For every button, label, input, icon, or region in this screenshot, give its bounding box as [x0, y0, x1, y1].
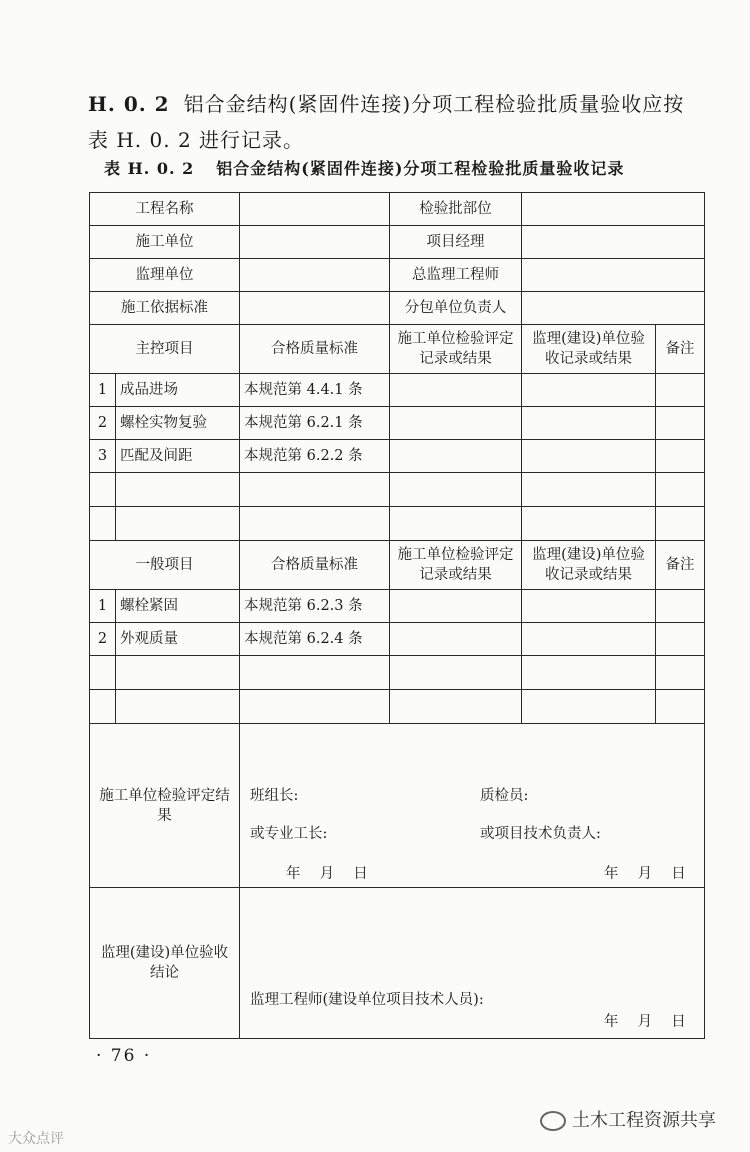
blank-cell[interactable]	[390, 656, 522, 690]
header-right-value[interactable]	[522, 226, 705, 259]
header-left-label: 施工单位	[90, 226, 240, 259]
general-header-row	[90, 541, 705, 590]
blank-row	[90, 656, 705, 690]
blank-row	[90, 690, 705, 724]
remark-cell[interactable]	[656, 374, 705, 407]
table-row	[90, 590, 705, 623]
blank-row	[90, 507, 705, 541]
header-right-value[interactable]	[522, 193, 705, 226]
general-title: 一般项目	[90, 541, 240, 590]
blank-cell	[90, 507, 116, 541]
header-right-value[interactable]	[522, 292, 705, 325]
supervisor-result-cell[interactable]	[522, 407, 656, 440]
blank-cell[interactable]	[522, 690, 656, 724]
table-row	[90, 440, 705, 473]
remark-cell[interactable]	[656, 590, 705, 623]
header-left-label: 施工依据标准	[90, 292, 240, 325]
intro-line-1	[88, 86, 728, 122]
blank-row	[90, 473, 705, 507]
header-left-label: 工程名称	[90, 193, 240, 226]
blank-cell[interactable]	[656, 507, 705, 541]
blank-cell[interactable]	[390, 473, 522, 507]
contractor-result-cell[interactable]	[390, 590, 522, 623]
blank-cell[interactable]	[522, 656, 656, 690]
standard-header: 合格质量标准	[240, 541, 390, 590]
contractor-result-cell[interactable]	[390, 407, 522, 440]
header-right-label: 项目经理	[390, 226, 522, 259]
inspector-label: 质检员:	[480, 788, 529, 804]
header-left-label: 监理单位	[90, 259, 240, 292]
contractor-result-row	[90, 724, 705, 888]
blank-cell	[90, 473, 116, 507]
remark-cell[interactable]	[656, 407, 705, 440]
standard-header: 合格质量标准	[240, 325, 390, 374]
foreman-label: 或专业工长:	[250, 826, 328, 842]
blank-cell[interactable]	[656, 690, 705, 724]
intro-paragraph	[88, 86, 728, 158]
blank-cell[interactable]	[116, 507, 240, 541]
date-right: 年 月 日	[604, 866, 686, 882]
watermark-left: 大众点评	[8, 1131, 64, 1147]
blank-cell[interactable]	[240, 507, 390, 541]
blank-cell[interactable]	[240, 656, 390, 690]
table-row	[90, 623, 705, 656]
row-number: 2	[90, 407, 116, 440]
item-name: 成品进场	[116, 374, 240, 407]
remark-header: 备注	[656, 541, 705, 590]
item-standard: 本规范第 6.2.3 条	[240, 590, 390, 623]
remark-header: 备注	[656, 325, 705, 374]
header-row	[90, 292, 705, 325]
blank-cell	[90, 690, 116, 724]
contractor-result-label: 施工单位检验评定结果	[90, 724, 240, 888]
item-standard: 本规范第 6.2.4 条	[240, 623, 390, 656]
contractor-signature-area[interactable]	[240, 724, 705, 888]
item-standard: 本规范第 6.2.2 条	[240, 440, 390, 473]
blank-cell[interactable]	[522, 473, 656, 507]
item-name: 螺栓实物复验	[116, 407, 240, 440]
blank-cell[interactable]	[240, 690, 390, 724]
chat-bubble-icon	[540, 1111, 566, 1131]
table-row	[90, 407, 705, 440]
item-name: 螺栓紧固	[116, 590, 240, 623]
supervisor-header: 监理(建设)单位验收记录或结果	[522, 541, 656, 590]
remark-cell[interactable]	[656, 440, 705, 473]
supervisor-result-row	[90, 888, 705, 1039]
table-caption	[104, 156, 724, 179]
contractor-header: 施工单位检验评定记录或结果	[390, 325, 522, 374]
header-right-label: 分包单位负责人	[390, 292, 522, 325]
blank-cell[interactable]	[656, 473, 705, 507]
header-row	[90, 226, 705, 259]
clause-number: H. 0. 2	[88, 92, 170, 116]
main-control-header-row	[90, 325, 705, 374]
table-title: 铝合金结构(紧固件连接)分项工程检验批质量验收记录	[216, 159, 625, 178]
header-left-value[interactable]	[240, 259, 390, 292]
watermark-right	[540, 1106, 716, 1132]
supervisor-signature-area[interactable]	[240, 888, 705, 1039]
date-left: 年 月 日	[286, 866, 368, 882]
supervisor-result-cell[interactable]	[522, 623, 656, 656]
item-standard: 本规范第 4.4.1 条	[240, 374, 390, 407]
blank-cell	[90, 656, 116, 690]
blank-cell[interactable]	[240, 473, 390, 507]
intro-text-1: 铝合金结构(紧固件连接)分项工程检验批质量验收应按	[183, 92, 685, 116]
watermark-right-text: 土木工程资源共享	[572, 1110, 716, 1131]
tech-lead-label: 或项目技术负责人:	[480, 826, 601, 842]
contractor-header: 施工单位检验评定记录或结果	[390, 541, 522, 590]
intro-line-2: 表 H. 0. 2 进行记录。	[88, 128, 305, 152]
remark-cell[interactable]	[656, 623, 705, 656]
supervisor-result-cell[interactable]	[522, 374, 656, 407]
blank-cell[interactable]	[656, 656, 705, 690]
item-name: 匹配及间距	[116, 440, 240, 473]
blank-cell[interactable]	[116, 473, 240, 507]
blank-cell[interactable]	[390, 507, 522, 541]
header-left-value[interactable]	[240, 292, 390, 325]
row-number: 3	[90, 440, 116, 473]
blank-cell[interactable]	[116, 656, 240, 690]
table-number: 表 H. 0. 2	[104, 159, 195, 178]
contractor-result-cell[interactable]	[390, 440, 522, 473]
header-left-value[interactable]	[240, 226, 390, 259]
supervisor-result-cell[interactable]	[522, 440, 656, 473]
engineer-label: 监理工程师(建设单位项目技术人员):	[250, 992, 484, 1008]
item-name: 外观质量	[116, 623, 240, 656]
main-control-title: 主控项目	[90, 325, 240, 374]
header-row	[90, 259, 705, 292]
contractor-result-cell[interactable]	[390, 374, 522, 407]
blank-cell[interactable]	[522, 507, 656, 541]
date-supervisor: 年 月 日	[604, 1014, 686, 1030]
team-leader-label: 班组长:	[250, 788, 299, 804]
header-left-value[interactable]	[240, 193, 390, 226]
supervisor-result-label: 监理(建设)单位验收结论	[90, 888, 240, 1039]
item-standard: 本规范第 6.2.1 条	[240, 407, 390, 440]
header-right-label: 总监理工程师	[390, 259, 522, 292]
page-number: · 76 ·	[96, 1046, 152, 1066]
table-row	[90, 374, 705, 407]
inspection-record-table	[89, 192, 705, 1039]
row-number: 1	[90, 590, 116, 623]
blank-cell[interactable]	[116, 690, 240, 724]
supervisor-header: 监理(建设)单位验收记录或结果	[522, 325, 656, 374]
supervisor-result-cell[interactable]	[522, 590, 656, 623]
header-row	[90, 193, 705, 226]
row-number: 2	[90, 623, 116, 656]
row-number: 1	[90, 374, 116, 407]
header-right-label: 检验批部位	[390, 193, 522, 226]
contractor-result-cell[interactable]	[390, 623, 522, 656]
blank-cell[interactable]	[390, 690, 522, 724]
header-right-value[interactable]	[522, 259, 705, 292]
